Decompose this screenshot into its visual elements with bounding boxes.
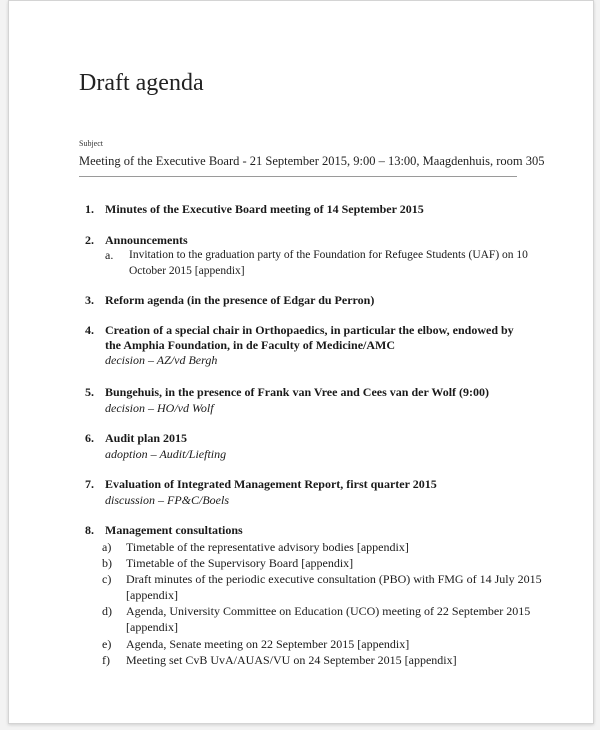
sub-item-text: Timetable of the representative advisory bodies [appendix] [126, 540, 409, 554]
sub-item-letter: a. [105, 248, 114, 262]
subject-text: Meeting of the Executive Board - 21 September 2015, 9:00 – 13:00, Maagdenhuis, room 305 [79, 154, 545, 168]
item-title: Audit plan 2015 [105, 431, 188, 445]
item-number: 7. [85, 477, 94, 491]
item-number: 5. [85, 385, 94, 399]
sub-item-letter: f) [102, 653, 110, 667]
item-number: 6. [85, 431, 94, 445]
item-note: decision – AZ/vd Bergh [105, 353, 218, 367]
sub-item-letter: a) [102, 540, 112, 554]
sub-item-letter: d) [102, 604, 112, 618]
item-title: Evaluation of Integrated Management Report, first quarter 2015 [105, 477, 437, 491]
sub-item-letter: c) [102, 572, 112, 586]
sub-item-text: Meeting set CvB UvA/AUAS/VU on 24 September 2015 [appendix] [126, 653, 457, 667]
item-title: Reform agenda (in the presence of Edgar du Perron) [105, 293, 375, 307]
item-title: Creation of a special chair in Orthopaedics, in particular the elbow, endowed by the Amphia Foundation, in de Faculty of Medicine/AMC [105, 323, 514, 352]
sub-item-letter: b) [102, 556, 112, 570]
sub-item-text: Draft minutes of the periodic executive consultation (PBO) with FMG of 14 July 2015 [appendix] [126, 572, 542, 602]
item-number: 8. [85, 523, 94, 537]
sub-item-text: Agenda, Senate meeting on 22 September 2015 [appendix] [126, 637, 410, 651]
item-title: Bungehuis, in the presence of Frank van Vree and Cees van der Wolf (9:00) [105, 385, 490, 399]
item-number: 2. [85, 233, 94, 247]
item-note: adoption – Audit/Liefting [105, 447, 227, 461]
document-page [8, 0, 594, 724]
sub-item-text: Timetable of the Supervisory Board [appendix] [126, 556, 354, 570]
item-title: Minutes of the Executive Board meeting of 14 September 2015 [105, 202, 424, 216]
item-number: 4. [85, 323, 94, 337]
item-title: Announcements [105, 233, 188, 247]
document-title: Draft agenda [79, 70, 204, 96]
sub-item-text: Agenda, University Committee on Education (UCO) meeting of 22 September 2015 [appendix] [126, 604, 531, 634]
item-number: 3. [85, 293, 94, 307]
sub-item-text: Invitation to the graduation party of the Foundation for Refugee Students (UAF) on 10 October 2015 [appendix] [129, 249, 528, 277]
sub-item-letter: e) [102, 637, 112, 651]
item-number: 1. [85, 202, 94, 216]
item-note: discussion – FP&C/Boels [105, 493, 229, 507]
divider [79, 176, 517, 177]
item-note: decision – HO/vd Wolf [105, 401, 214, 415]
item-title: Management consultations [105, 523, 243, 537]
subject-label: Subject [79, 139, 103, 148]
